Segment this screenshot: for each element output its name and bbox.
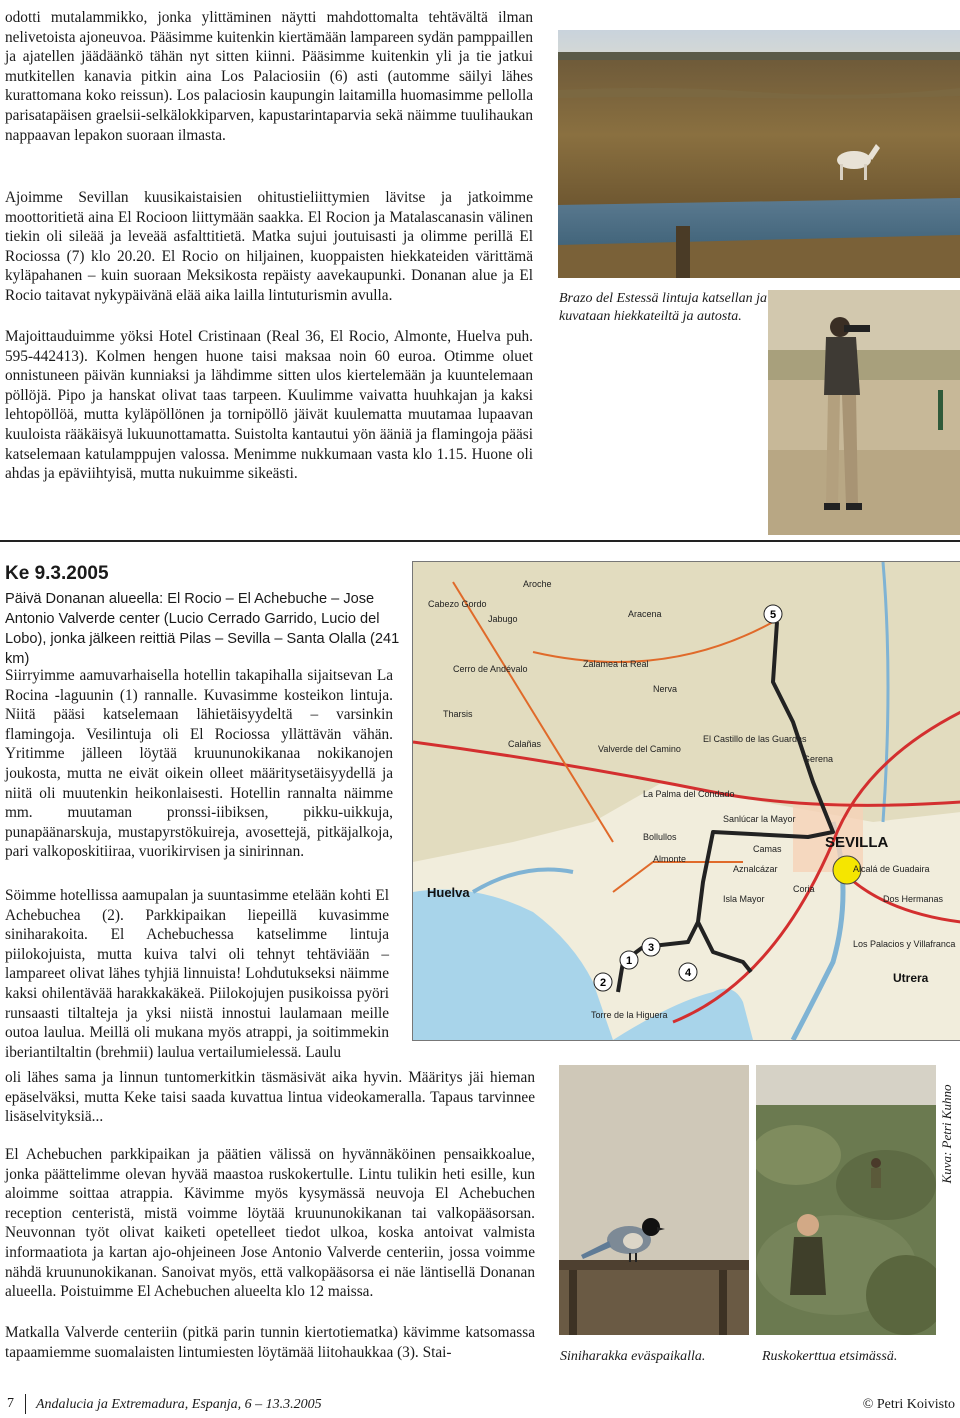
route-map [412,561,960,1041]
map-place: Tharsis [443,709,473,719]
map-place: Nerva [653,684,678,694]
route-marker-5: 5 [769,609,777,621]
footer-divider [25,1394,26,1414]
photo-credit-wrap [934,1075,960,1195]
map-place: Los Palacios y Villafranca [853,939,956,949]
map-place: Dos Hermanas [883,894,944,904]
route-marker-4: 4 [684,967,692,979]
map-place: Sanlúcar la Mayor [723,814,796,824]
map-place: Coria [793,884,815,894]
map-place: Cabezo Gordo [428,599,487,609]
map-place: Aroche [523,579,552,589]
photo-marsh-horse [558,30,960,278]
photo2-caption: Siniharakka eväspaikalla. [560,1349,706,1364]
photo-photographer [768,290,960,535]
route-marker-1: 1 [625,955,633,967]
map-place: Alcalá de Guadaira [853,864,930,874]
photo-magpie [559,1065,749,1335]
map-place: El Castillo de las Guardas [703,734,807,744]
day-paragraph-3: El Achebuchen parkkipaikan ja päätien välissä on hyvännäköinen pensaikkoalue, jonka päättelimme olevan hyvää maastoa ruskokertulle. Lintu tulikin heti esille, kun aloimme soittaa atrappia. Kävimme myös kysymässä neuvoja El Achebuchen reception centeristä, mistä voimme löytää kruununokikanan tai valkopääsorsan. Neuvonnan työt olivat kaiketi opetelleet tiedot ulkoa, koska antoivat valmista informaatiota ja kartan ajo-ohjeineen Jose Antonio Valverde centeriin, jossa voimme nähdä kruununokikanan. Sanoivat myös, että valkopääsorsa ei näe läntisellä Donanan alueella. Poistuimme El Achebuchen alueelta klo 12 maissa. [5,1146,535,1301]
page-number: 7 [7,1396,14,1411]
route-marker-3: 3 [647,942,655,954]
photo-credit: Kuva: Petri Kuhno [939,1084,954,1184]
map-place: Zalamea la Real [583,659,649,669]
day-paragraph-2a: Söimme hotellissa aamupalan ja suuntasimme etelään kohti El Achebuchea (2). Parkkipaikan liepeillä kuvasimme siniharakoita. El Achebuchessa katselimme lintuja piilokojuista, mutta kuiva talvi oli tehnyt tehtäviään – lampareet olivat lähes tyhjiä linnuista! Lohdutukseksi näimme kaksi ohilentävää harakkakäkeä. Piilokojujen pusikoissa pyöri runsaasti tiltalteja ja yksi niistä innostui laulamaan meille outoa laulua. Meillä oli mukana myös atrappi, ja soitimmekin iberiantiltaltin (brehmii) laulua vertailumielessä. Laulu [5,887,389,1061]
paragraph-1: odotti mutalammikko, jonka ylittäminen näytti mahdottomalta tehtävältä ilman nelivetoista ajoneuvoa. Pääsimme kuitenkin kiertämään lampareen sydän pamppaillen ja ajatellen jäädäänkö tähän nyt sitten kiinni. Pääsimme kuitenkin yli ja tie jatkui mutkitellen kanavia pitkin aina Los Palaciosiin (6) asti (automme säilyi lähes kurattomana koko reissun). Los palaciosin kaupungin laitamilla huomasimme pellolla parisatapäisen graelsii-selkälokkiparven, kapustarintaparvia sekä näimme tuulihaukan nappaavan lepakon suoraan ilmasta. [5,9,533,144]
paragraph-2: Ajoimme Sevillan kuusikaistaisien ohitustieliittymien lävitse ja jatkoimme moottoritietä aina El Rocioon liittymään saakka. El Rocion ja Matalascanasin välinen tiekin oli sileää ja leveää asfalttitietä. Matka sujui joutuisasti ja olimme perillä El Rociossa (7) klo 20.20. El Rocio on hiljainen, kuoppaisten hiekkateiden värittämä kyläpahanen – kuin suoraan Meksikosta repäisty aavekaupunki. Donanan alue ja El Rocio taitavat nykypäivänä elää aika lailla lintuturismin avulla. [5,189,533,304]
map-place: Almonte [653,854,687,864]
footer-title: Andalucia ja Extremadura, Espanja, 6 – 13.3.2005 [36,1397,322,1412]
map-place: Isla Mayor [723,894,765,904]
paragraph-3: Majoittauduimme yöksi Hotel Cristinaan (Real 36, El Rocio, Almonte, Huelva puh. 595-442413). Kolmen hengen huone taisi maksaa noin 60 euroa. Otimme oluet onnistuneen päivän kunniaksi ja lähdimme sitten ulos kiertelemään ja kuuntelemaan pöllöjä. Pipo ja hanskat olivat taas tarpeen. Kuulimme vaivatta huuhkajan ja kaksi lehtopöllöä, mutta kyläpöllönen ja tornipöllö jäivät kuulematta muutamaa lupaavan kuuloista rääkäisyä lukuunottamatta. Suistolta kantautui yön ääniä ja flamingoja pääsi katselemaan katulamppujen valossa. Menimme nukkumaan vasta klo 1.15. Huone oli ahdas ja epäviihtyisä, mutta nukuimme sikeästi. [5,328,533,483]
map-place-sevilla: SEVILLA [825,834,889,851]
route-marker-2: 2 [599,977,607,989]
day-subheading: Päivä Donanan alueella: El Rocio – El Achebuche – Jose Antonio Valverde center (Lucio Cerrado Garrido, Lucio del Lobo), jonka jälkeen reittiä Pilas – Sevilla – Santa Olalla (241 km) [5,591,400,667]
photo1-caption: Brazo del Estessä lintuja katsellan ja kuvataan hiekkateiltä ja autosta. [559,291,768,324]
map-place: Bollullos [643,832,677,842]
section-rule [0,540,960,542]
map-place: Aznalcázar [733,864,778,874]
map-place: Aracena [628,609,662,619]
day-paragraph-2b: oli lähes sama ja linnun tuntomerkitkin täsmäsivät aika hyvin. Määritys jäi hieman epäselväksi, mutta Keke taisi saada kuvattua lintua videokameralla. Tapaus tarvinnee lisäselvityksiä... [5,1069,535,1126]
map-place: Valverde del Camino [598,744,681,754]
map-place-huelva: Huelva [427,885,470,900]
map-place: Jabugo [488,614,518,624]
photo3-caption: Ruskokerttua etsimässä. [762,1349,898,1364]
map-place: La Palma del Condado [643,789,735,799]
day-heading: Ke 9.3.2005 [5,563,109,584]
photo-scrub-people [756,1065,936,1335]
map-place: Camas [753,844,782,854]
map-place: Torre de la Higuera [591,1010,668,1020]
map-place: Calañas [508,739,542,749]
footer-copyright: © Petri Koivisto [862,1397,955,1412]
map-place: Gerena [803,754,834,764]
map-place: Cerro de Andévalo [453,664,528,674]
day-paragraph-1: Siirryimme aamuvarhaisella hotellin takapihalla sijaitsevan La Rocina -laguunin (1) rannalle. Kuvasimme kosteikon lintuja. Niitä pääsi katselemaan lähietäisyydeltä – varsinkin flamingoja. Vesilintuja oli El Rociossa yllättävän vähän. Yritimme jälleen löytää kruununokikanaa nokikanojen joukosta, mutta ne eivät oikein olleet määritysetäisyydellä ja niitä oli muutenkin heikonlaisesti. Hotellin rannalta näimme mm. muutaman pronssi-iibiksen, pikku-uikkuja, punapäänarskuja, mustapyrstökuireja, avosettejä, pitkäjalkoja, pari valkoposkitiiraa, vuorikirvisen ja sinirinnan. [5,667,393,861]
map-place-utrera: Utrera [893,971,929,985]
day-paragraph-4: Matkalla Valverde centeriin (pitkä parin tunnin kiertotiematka) kävimme katsomassa tapaamiemme suomalaisten lintumiesten löytämää liitohaukkaa (3). Stai- [5,1324,535,1361]
